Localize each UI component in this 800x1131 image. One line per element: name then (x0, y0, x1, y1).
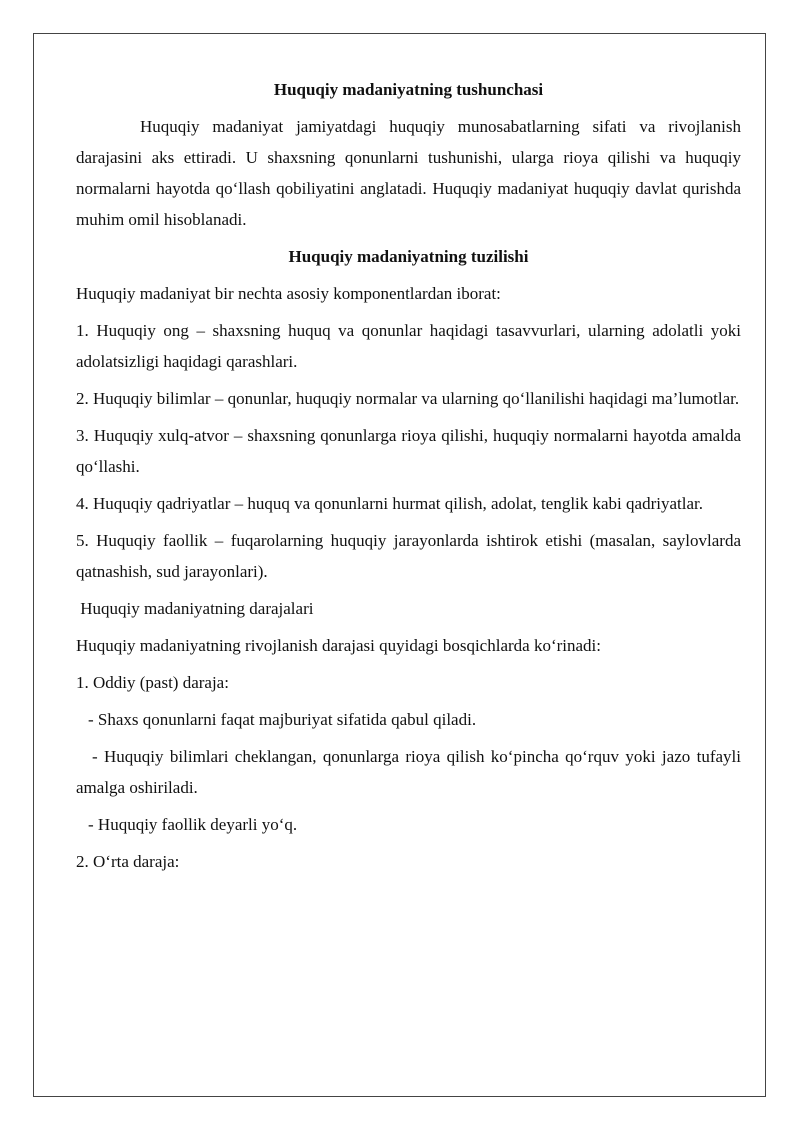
structure-intro: Huquqiy madaniyat bir nechta asosiy komponentlardan iborat: (76, 284, 501, 303)
level-1-title: 1. Oddiy (past) daraja: (76, 673, 229, 692)
level-2-title: 2. O‘rta daraja: (76, 852, 180, 871)
section-title-structure: Huquqiy madaniyatning tuzilishi (288, 247, 529, 266)
component-item-5: 5. Huquqiy faollik – fuqarolarning huquqiy jarayonlarda ishtirok etishi (masalan, saylovlarda qatnashish, sud jarayonlari). (76, 531, 741, 581)
component-item-2: 2. Huquqiy bilimlar – qonunlar, huquqiy normalar va ularning qo‘llanilishi haqidagi ma’lumotlar. (76, 389, 740, 408)
section-title-concept: Huquqiy madaniyatning tushunchasi (273, 80, 544, 99)
component-item-3: 3. Huquqiy xulq-atvor – shaxsning qonunlarga rioya qilishi, huquqiy normalarni hayotda amalda qo‘llashi. (76, 426, 741, 476)
component-item-4: 4. Huquqiy qadriyatlar – huquq va qonunlarni hurmat qilish, adolat, tenglik kabi qadriyatlar. (76, 494, 703, 513)
level-1-point-3: - Huquqiy faollik deyarli yo‘q. (88, 815, 298, 834)
document-body (76, 74, 741, 883)
component-item-1: 1. Huquqiy ong – shaxsning huquq va qonunlar haqidagi tasavvurlari, ularning adolatli yoki adolatsizligi haqidagi qarashlari. (76, 321, 741, 371)
level-1-point-2: - Huquqiy bilimlari cheklangan, qonunlarga rioya qilish ko‘pincha qo‘rquv yoki jazo tufayli amalga oshiriladi. (76, 747, 741, 797)
intro-paragraph: Huquqiy madaniyat jamiyatdagi huquqiy munosabatlarning sifati va rivojlanish darajasini aks ettiradi. U shaxsning qonunlarni tushunishi, ularga rioya qilishi va huquqiy normalarni hayotda qo‘llash qobiliyatini anglatadi. Huquqiy madaniyat huquqiy davlat qurishda muhim omil hisoblanadi. (76, 117, 741, 229)
level-1-point-1: - Shaxs qonunlarni faqat majburiyat sifatida qabul qiladi. (88, 710, 477, 729)
levels-intro: Huquqiy madaniyatning rivojlanish darajasi quyidagi bosqichlarda ko‘rinadi: (76, 636, 601, 655)
levels-heading: Huquqiy madaniyatning darajalari (76, 599, 314, 618)
